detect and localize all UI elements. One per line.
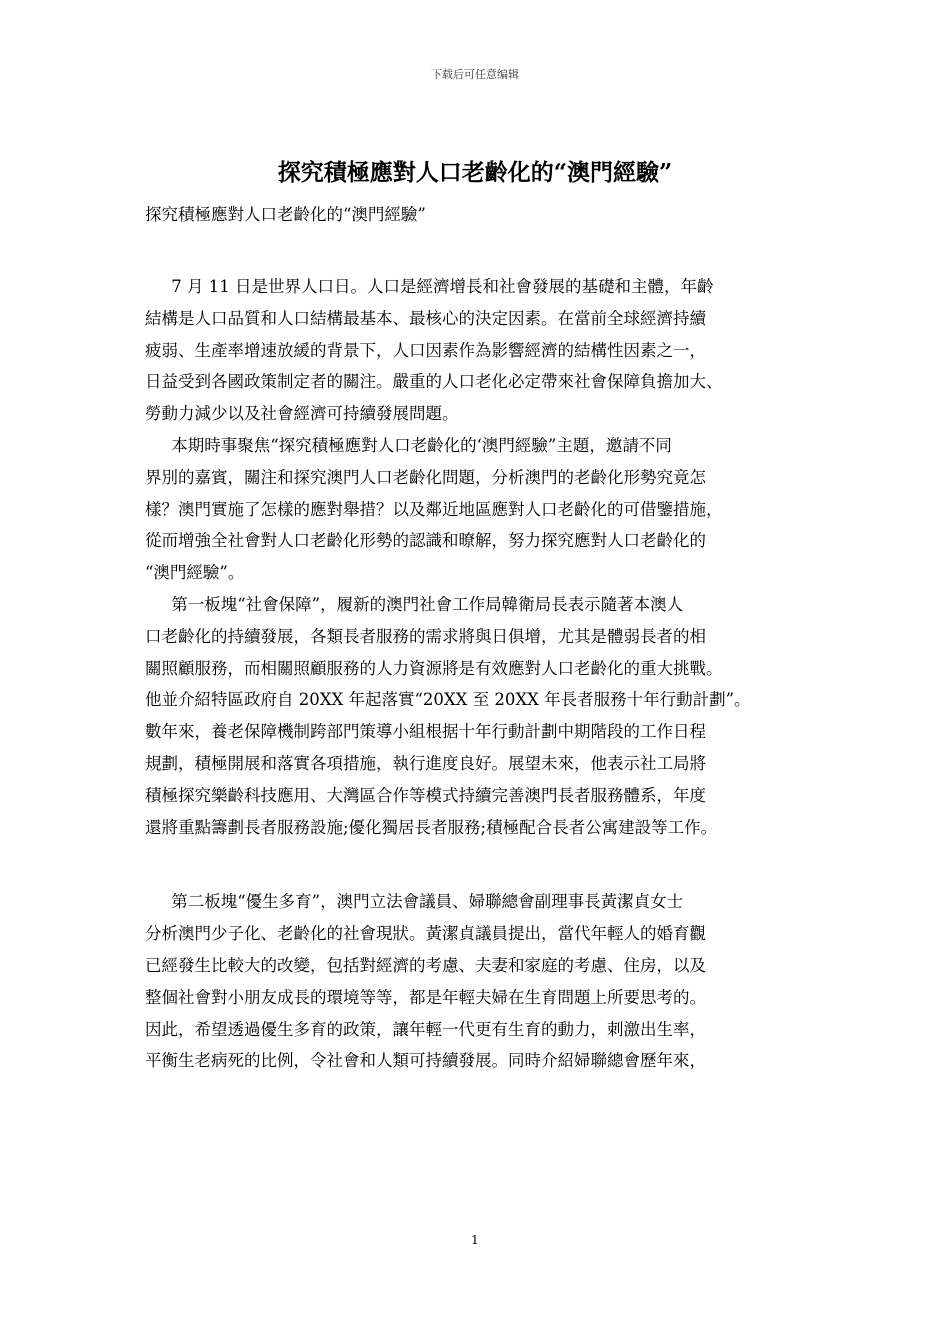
- text-line: 規劃，積極開展和落實各項措施，執行進度良好。展望未來，他表示社工局將: [145, 753, 706, 773]
- document-title: 探究積極應對人口老齡化的“澳門經驗”: [277, 159, 673, 186]
- paragraph: [145, 271, 810, 430]
- text-line: 結構是人口品質和人口結構最基本、最核心的決定因素。在當前全球經濟持續: [145, 308, 706, 328]
- page-number: 1: [471, 1233, 479, 1247]
- text-line: 勞動力減少以及社會經濟可持續發展問題。: [145, 404, 459, 424]
- text-line: 從而增強全社會對人口老齡化形勢的認識和暸解，努力探究應對人口老齡化的: [145, 531, 706, 551]
- text-line: 第二板塊“優生多育”，澳門立法會議員、婦聯總會副理事長黃潔貞女士: [145, 892, 684, 912]
- paragraph: [145, 589, 810, 843]
- text-line: 7 月 11 日是世界人口日。人口是經濟增長和社會發展的基礎和主體，年齡: [145, 277, 714, 296]
- text-line: 分析澳門少子化、老齡化的社會現狀。黃潔貞議員提出，當代年輕人的婚育觀: [145, 924, 706, 944]
- document-body: [145, 271, 810, 1077]
- text-line: 積極探究樂齡科技應用、大灣區合作等模式持續完善澳門長者服務體系，年度: [145, 785, 706, 805]
- paragraph: [145, 886, 810, 1077]
- text-line: 樣？澳門實施了怎樣的應對舉措？以及鄰近地區應對人口老齡化的可借鑒措施，: [145, 499, 723, 519]
- text-line: 日益受到各國政策制定者的關注。嚴重的人口老化必定帶來社會保障負擔加大、: [145, 372, 723, 392]
- text-line: 他並介紹特區政府自 20XX 年起落實“20XX 至 20XX 年長者服務十年行動計劃”。: [145, 690, 751, 710]
- document-subtitle: 探究積極應對人口老齡化的“澳門經驗”: [145, 205, 426, 224]
- text-line: 整個社會對小朋友成長的環境等等，都是年輕夫婦在生育問題上所要思考的。: [145, 987, 706, 1007]
- text-line: 第一板塊“社會保障”，履新的澳門社會工作局韓衛局長表示隨著本澳人: [145, 594, 684, 614]
- text-line: “澳門經驗”。: [145, 563, 245, 583]
- paragraph: [145, 430, 810, 589]
- text-line: 還將重點籌劃長者服務設施;優化獨居長者服務;積極配合長者公寓建設等工作。: [145, 817, 718, 837]
- paragraph-gap: [145, 843, 810, 886]
- text-line: 已經發生比較大的改變，包括對經濟的考慮、夫妻和家庭的考慮、住房，以及: [145, 955, 706, 975]
- text-line: 本期時事聚焦“探究積極應對人口老齡化的‘澳門經驗”主題，邀請不同: [145, 435, 672, 455]
- text-line: 關照顧服務，而相關照顧服務的人力資源將是有效應對人口老齡化的重大挑戰。: [145, 658, 723, 678]
- header-note: 下载后可任意编辑: [431, 68, 519, 81]
- text-line: 平衡生老病死的比例，令社會和人類可持續發展。同時介紹婦聯總會歷年來，: [145, 1051, 706, 1071]
- text-line: 數年來，養老保障機制跨部門策導小組根据十年行動計劃中期階段的工作日程: [145, 722, 706, 742]
- text-line: 因此，希望透過優生多育的政策，讓年輕一代更有生育的動力，刺激出生率，: [145, 1019, 706, 1039]
- text-line: 疲弱、生產率增速放緩的背景下，人口因素作為影響經濟的結構性因素之一，: [145, 340, 706, 360]
- text-line: 口老齡化的持續發展，各類長者服務的需求將與日俱增，尤其是體弱長者的相: [145, 626, 706, 646]
- text-line: 界別的嘉賓，關注和探究澳門人口老齡化問題，分析澳門的老齡化形勢究竟怎: [145, 467, 706, 487]
